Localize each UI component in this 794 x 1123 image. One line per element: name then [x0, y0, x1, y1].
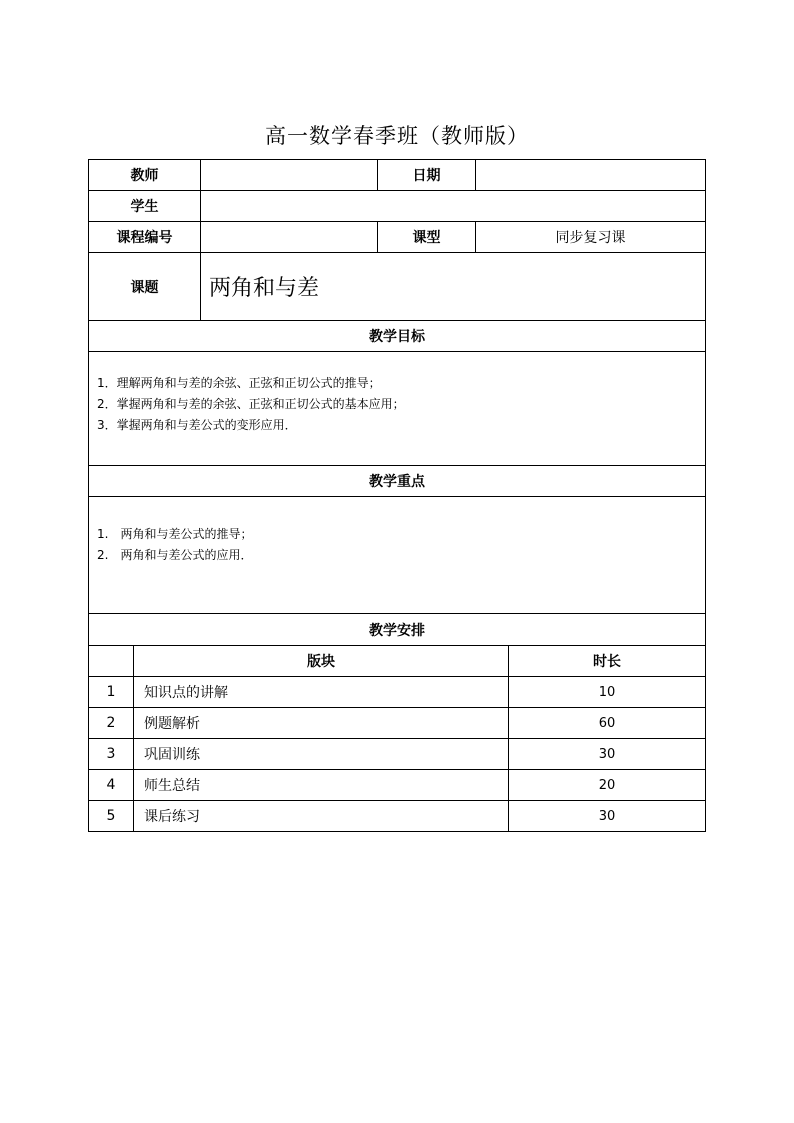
row-number: 4: [89, 770, 134, 800]
table-row: [89, 739, 705, 770]
table-row: [89, 801, 705, 831]
row-block: 课后练习: [134, 801, 509, 831]
course-row: [89, 222, 705, 253]
student-field[interactable]: [201, 191, 705, 221]
page-title: 高一数学春季班（教师版）: [265, 124, 529, 148]
objective-item: 3．掌握两角和与差公式的变形应用．: [97, 418, 297, 432]
row-duration: 10: [598, 684, 616, 700]
row-number: 3: [89, 739, 134, 769]
topic-label: 课题: [89, 253, 201, 320]
schedule-header: 教学安排: [369, 622, 425, 639]
objective-item: 2．掌握两角和与差的余弦、正弦和正切公式的基本应用；: [97, 397, 405, 411]
schedule-no-col-header: [89, 646, 134, 676]
objectives-header: 教学目标: [369, 329, 425, 345]
row-duration: 30: [598, 746, 616, 762]
date-field[interactable]: [476, 160, 705, 190]
row-duration: 60: [598, 715, 616, 731]
course-no-label: 课程编号: [89, 222, 201, 252]
focus-item: 1. 两角和与差公式的推导；: [97, 527, 253, 541]
teacher-label: 教师: [89, 160, 201, 190]
student-label: 学生: [89, 191, 201, 221]
focus-header: 教学重点: [369, 474, 425, 490]
schedule-columns-row: [89, 646, 705, 677]
row-block: 例题解析: [134, 708, 509, 738]
objective-item: 1．理解两角和与差的余弦、正弦和正切公式的推导；: [97, 376, 381, 390]
row-block: 巩固训练: [134, 739, 509, 769]
objectives-body: [89, 352, 705, 466]
lesson-plan-table: [88, 159, 706, 832]
row-number: 5: [89, 801, 134, 831]
schedule-block-col-header: 版块: [134, 646, 509, 676]
focus-item: 2. 两角和与差公式的应用．: [97, 548, 253, 562]
schedule-header-row: [89, 614, 705, 646]
objectives-list: [97, 373, 405, 436]
focus-list: [97, 524, 252, 566]
focus-header-row: [89, 466, 705, 497]
topic-value: 两角和与差: [209, 276, 320, 301]
row-number: 1: [89, 677, 134, 707]
row-block: 知识点的讲解: [134, 677, 509, 707]
table-row: [89, 770, 705, 801]
course-type-value: 同步复习课: [555, 230, 626, 246]
course-no-field[interactable]: [201, 222, 378, 252]
schedule-duration-col-header: 时长: [593, 654, 621, 670]
table-row: [89, 708, 705, 739]
table-row: [89, 677, 705, 708]
teacher-date-row: [89, 160, 705, 191]
row-number: 2: [89, 708, 134, 738]
row-block: 师生总结: [134, 770, 509, 800]
course-type-label: 课型: [378, 222, 476, 252]
teacher-field[interactable]: [201, 160, 378, 190]
topic-row: [89, 253, 705, 321]
objectives-header-row: [89, 321, 705, 352]
row-duration: 30: [598, 808, 616, 824]
row-duration: 20: [598, 777, 616, 793]
focus-body: [89, 497, 705, 614]
date-label: 日期: [378, 160, 476, 190]
student-row: [89, 191, 705, 222]
